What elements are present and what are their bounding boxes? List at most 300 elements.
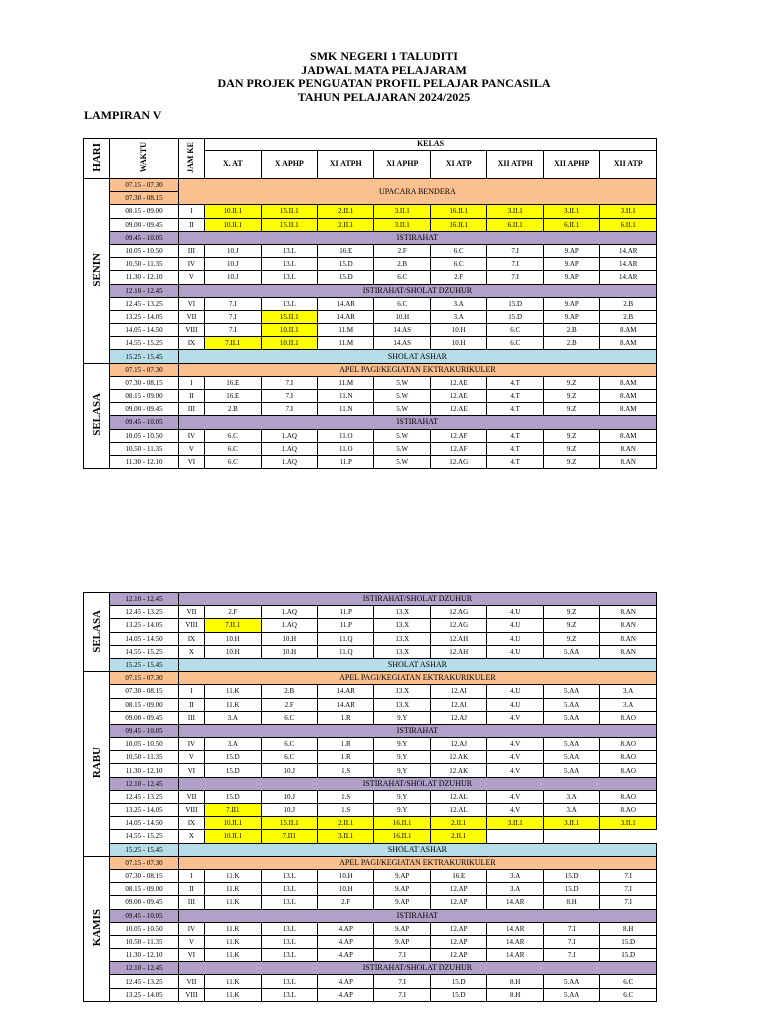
lesson-cell: 7.I xyxy=(205,297,261,310)
lesson-cell: 9.Z xyxy=(543,429,599,442)
lesson-cell: 7.I xyxy=(487,258,543,271)
lesson-cell: 5.W xyxy=(374,376,430,389)
lesson-cell: 2.B xyxy=(600,310,657,323)
time-cell: 09.00 - 09.45 xyxy=(110,218,179,231)
lesson-cell: 12.AP xyxy=(430,883,486,896)
band-row xyxy=(84,843,657,856)
lesson-cell: 3.A xyxy=(600,698,657,711)
lesson-cell: 13.L xyxy=(261,258,317,271)
lesson-cell: 4.T xyxy=(487,429,543,442)
lesson-cell: 15.II.1 xyxy=(261,205,317,218)
lesson-row xyxy=(84,790,657,803)
lesson-cell: 8.AN xyxy=(600,455,657,468)
lesson-row xyxy=(84,935,657,948)
lesson-cell: 13.L xyxy=(261,975,317,988)
lesson-cell: 11.M xyxy=(318,324,374,337)
lesson-cell: 2.F xyxy=(430,271,486,284)
lesson-cell: 2.F xyxy=(318,896,374,909)
band-row xyxy=(84,416,657,429)
schedule-subtitle: DAN PROJEK PENGUATAN PROFIL PELAJAR PANCASILA xyxy=(217,76,551,90)
academic-year: TAHUN PELAJARAN 2024/2025 xyxy=(297,89,471,104)
time-cell: 13.25 - 14.05 xyxy=(110,310,179,323)
lesson-cell: 9.AP xyxy=(374,935,430,948)
band-label: ISTIRAHAT xyxy=(178,416,656,429)
lesson-cell: 9.Z xyxy=(543,632,599,645)
lesson-cell: 11.K xyxy=(205,883,261,896)
lesson-cell: 14.AS xyxy=(374,324,430,337)
day-label: KAMIS xyxy=(90,909,103,947)
time-cell: 13.25 - 14.05 xyxy=(110,988,179,1001)
lesson-cell: 7.I xyxy=(205,310,261,323)
lesson-cell: 6.C xyxy=(430,258,486,271)
lesson-cell: 13.X xyxy=(374,698,430,711)
time-cell: 07.15 - 07.30 xyxy=(110,363,179,376)
lesson-cell: 4.AP xyxy=(318,988,374,1001)
jam-ke-cell: IX xyxy=(178,817,204,830)
band-label: ISTIRAHAT xyxy=(178,724,656,737)
lesson-cell: 1.S xyxy=(318,764,374,777)
jam-ke-cell: VIII xyxy=(178,619,204,632)
lesson-cell: 9.Z xyxy=(543,606,599,619)
lesson-cell: 4.U xyxy=(487,685,543,698)
lesson-cell: 11.M xyxy=(318,376,374,389)
time-cell: 07.30 - 08.15 xyxy=(110,869,179,882)
lesson-cell: 16.E xyxy=(205,376,261,389)
lesson-cell: 10.II.1 xyxy=(261,324,317,337)
class-header-6: XII ATPH xyxy=(487,150,543,178)
lesson-cell: 11.Q xyxy=(318,645,374,658)
lesson-cell: 10.H xyxy=(205,632,261,645)
lesson-cell: 4.T xyxy=(487,442,543,455)
lesson-cell: 1.AQ xyxy=(261,606,317,619)
lesson-cell: 15.D xyxy=(543,883,599,896)
lesson-cell: 9.Z xyxy=(543,390,599,403)
lesson-cell: 2.B xyxy=(543,324,599,337)
lesson-cell: 4.T xyxy=(487,403,543,416)
lesson-cell: 14.AR xyxy=(600,244,657,257)
lesson-cell: 1.R xyxy=(318,751,374,764)
lesson-cell: 15.D xyxy=(487,310,543,323)
jam-ke-cell: II xyxy=(178,218,204,231)
lesson-cell: 7.I xyxy=(487,244,543,257)
lesson-cell: 9.Z xyxy=(543,403,599,416)
band-row xyxy=(84,658,657,671)
lesson-row xyxy=(84,205,657,218)
lesson-cell: 3.A xyxy=(487,883,543,896)
lesson-cell: 15.II.1 xyxy=(261,817,317,830)
jam-ke-cell: V xyxy=(178,751,204,764)
time-cell: 15.25 - 15.45 xyxy=(110,658,179,671)
lesson-cell: 5.AA xyxy=(543,685,599,698)
time-cell: 10.50 - 11.35 xyxy=(110,935,179,948)
lesson-cell: 10.II.1 xyxy=(205,218,261,231)
lesson-cell: 14.AR xyxy=(600,258,657,271)
lesson-cell: 8.AM xyxy=(600,429,657,442)
band-label: ISTIRAHAT/SHOLAT DZUHUR xyxy=(178,962,656,975)
lesson-cell: 8.AN xyxy=(600,632,657,645)
lesson-cell: 10.II.1 xyxy=(205,830,261,843)
lesson-cell: 7.I xyxy=(205,324,261,337)
lesson-row xyxy=(84,619,657,632)
lesson-row xyxy=(84,685,657,698)
lesson-cell: 3.II.1 xyxy=(543,205,599,218)
lesson-cell: 4.U xyxy=(487,632,543,645)
band-label: UPACARA BENDERA xyxy=(178,179,656,205)
lesson-cell: 7.I xyxy=(261,403,317,416)
jam-ke-cell: X xyxy=(178,645,204,658)
time-cell: 07.15 - 07.30 xyxy=(110,856,179,869)
lesson-row xyxy=(84,922,657,935)
lesson-row xyxy=(84,751,657,764)
time-cell: 14.05 - 14.50 xyxy=(110,632,179,645)
band-label: APEL PAGI/KEGIATAN EKTRAKURIKULER xyxy=(178,856,656,869)
lesson-cell: 15.D xyxy=(318,258,374,271)
lesson-row xyxy=(84,883,657,896)
jam-ke-cell: I xyxy=(178,205,204,218)
lesson-cell: 8.AN xyxy=(600,619,657,632)
lesson-cell: 8.AM xyxy=(600,390,657,403)
lesson-cell: 7.II1 xyxy=(261,830,317,843)
lesson-cell: 16.II.1 xyxy=(374,817,430,830)
lesson-cell: 9.AP xyxy=(374,896,430,909)
lesson-row xyxy=(84,297,657,310)
time-cell: 14.05 - 14.50 xyxy=(110,817,179,830)
lesson-cell: 3.II.1 xyxy=(318,830,374,843)
lesson-cell: 5.AA xyxy=(543,711,599,724)
lesson-row xyxy=(84,324,657,337)
time-cell: 10.05 - 10.50 xyxy=(110,738,179,751)
jam-ke-cell: I xyxy=(178,869,204,882)
lesson-cell: 8.AO xyxy=(600,764,657,777)
lesson-cell: 6.C xyxy=(430,244,486,257)
lesson-cell: 9.Z xyxy=(543,619,599,632)
lesson-cell: 3.A xyxy=(205,711,261,724)
jam-ke-cell: V xyxy=(178,442,204,455)
day-cell xyxy=(84,179,110,364)
lesson-cell: 12.AH xyxy=(430,632,486,645)
lesson-row xyxy=(84,975,657,988)
jam-ke-cell: IV xyxy=(178,738,204,751)
lesson-cell: 7.I xyxy=(261,390,317,403)
lesson-row xyxy=(84,988,657,1001)
lesson-cell: 14.AR xyxy=(318,297,374,310)
lesson-cell: 1.AQ xyxy=(261,442,317,455)
lesson-cell: 14.AR xyxy=(318,310,374,323)
lesson-cell: 11.N xyxy=(318,390,374,403)
schedule-table-1 xyxy=(83,138,657,469)
lesson-cell: 11.O xyxy=(318,442,374,455)
lesson-cell: 3.A xyxy=(543,804,599,817)
lesson-cell: 15.D xyxy=(430,975,486,988)
time-cell: 07.30 - 08.15 xyxy=(110,192,179,205)
lesson-cell: 9.AP xyxy=(543,297,599,310)
lesson-row xyxy=(84,337,657,350)
lesson-cell: 13.X xyxy=(374,645,430,658)
lesson-cell: 8.AM xyxy=(600,337,657,350)
lesson-cell: 2.F xyxy=(374,244,430,257)
lesson-cell: 8.H xyxy=(487,988,543,1001)
time-cell: 13.25 - 14.05 xyxy=(110,804,179,817)
jam-ke-cell: IV xyxy=(178,922,204,935)
jam-ke-cell: VII xyxy=(178,606,204,619)
lesson-cell: 4.V xyxy=(487,738,543,751)
lesson-cell: 12.AJ xyxy=(430,711,486,724)
lesson-cell: 9.Y xyxy=(374,790,430,803)
lesson-cell: 16.II.1 xyxy=(374,830,430,843)
band-row xyxy=(84,284,657,297)
lesson-cell: 9.Y xyxy=(374,751,430,764)
lesson-cell: 4.V xyxy=(487,804,543,817)
lesson-row xyxy=(84,218,657,231)
lesson-cell: 10.H xyxy=(374,310,430,323)
lesson-cell: 12.AH xyxy=(430,645,486,658)
lesson-cell: 14.AR xyxy=(318,698,374,711)
jam-ke-cell: III xyxy=(178,244,204,257)
class-header-5: XI ATP xyxy=(430,150,486,178)
lesson-cell: 9.Y xyxy=(374,738,430,751)
lesson-cell: 2.II.1 xyxy=(318,817,374,830)
lesson-cell: 12.AJ xyxy=(430,738,486,751)
lesson-cell: 4.U xyxy=(487,698,543,711)
lesson-cell: 11.K xyxy=(205,922,261,935)
time-cell: 12.10 - 12.45 xyxy=(110,962,179,975)
lesson-cell: 15.D xyxy=(205,764,261,777)
lesson-cell: 15.D xyxy=(430,988,486,1001)
time-cell: 07.30 - 08.15 xyxy=(110,685,179,698)
lesson-cell: 7.I xyxy=(543,949,599,962)
band-label: SHOLAT ASHAR xyxy=(178,843,656,856)
band-row xyxy=(84,179,657,192)
lesson-cell: 3.A xyxy=(205,738,261,751)
lesson-cell: 4.AP xyxy=(318,935,374,948)
time-cell: 11.30 - 12.10 xyxy=(110,271,179,284)
jam-ke-cell: III xyxy=(178,403,204,416)
lesson-cell: 3.II.1 xyxy=(374,205,430,218)
lesson-cell: 11.K xyxy=(205,935,261,948)
lesson-row xyxy=(84,869,657,882)
lesson-row xyxy=(84,376,657,389)
lesson-cell: 3.II.1 xyxy=(487,817,543,830)
lesson-cell: 13.L xyxy=(261,297,317,310)
time-cell: 12.45 - 13.25 xyxy=(110,790,179,803)
day-label: SENIN xyxy=(90,253,103,287)
class-header-7: XII APHP xyxy=(543,150,599,178)
lesson-cell: 7.I xyxy=(600,883,657,896)
lesson-cell: 10.J xyxy=(205,258,261,271)
jam-ke-cell: VII xyxy=(178,310,204,323)
lesson-cell: 11.K xyxy=(205,949,261,962)
lesson-cell: 10.II.1 xyxy=(205,817,261,830)
lesson-cell: 11.K xyxy=(205,975,261,988)
lesson-row xyxy=(84,632,657,645)
lesson-cell: 6.C xyxy=(374,271,430,284)
lesson-cell: 8.AN xyxy=(600,606,657,619)
band-label: APEL PAGI/KEGIATAN EKTRAKURIKULER xyxy=(178,672,656,685)
band-row xyxy=(84,593,657,606)
time-cell: 08.15 - 09.00 xyxy=(110,698,179,711)
lesson-cell: 10.J xyxy=(261,764,317,777)
lesson-cell: 3.A xyxy=(430,297,486,310)
lesson-cell: 12.AE xyxy=(430,390,486,403)
lesson-cell: 7.I xyxy=(374,975,430,988)
lesson-cell: 6.C xyxy=(261,751,317,764)
lesson-cell: 1.S xyxy=(318,804,374,817)
lesson-cell: 5.AA xyxy=(543,975,599,988)
lesson-row xyxy=(84,403,657,416)
lesson-cell: 12.AG xyxy=(430,455,486,468)
jam-ke-cell: VI xyxy=(178,949,204,962)
time-cell: 10.05 - 10.50 xyxy=(110,922,179,935)
lesson-cell: 15.D xyxy=(600,949,657,962)
jam-ke-cell: VIII xyxy=(178,804,204,817)
document-header xyxy=(0,50,768,104)
lesson-cell: 13.L xyxy=(261,949,317,962)
lesson-cell: 11.P xyxy=(318,455,374,468)
lesson-cell: 7.I xyxy=(543,922,599,935)
lesson-cell: 12.AP xyxy=(430,949,486,962)
lesson-cell: 13.L xyxy=(261,883,317,896)
lesson-cell: 9.AP xyxy=(543,310,599,323)
lesson-row xyxy=(84,258,657,271)
time-cell: 12.10 - 12.45 xyxy=(110,593,179,606)
lesson-cell: 9.AP xyxy=(374,883,430,896)
lesson-cell: 8.AN xyxy=(600,442,657,455)
time-cell: 09.45 - 10.05 xyxy=(110,909,179,922)
band-label: ISTIRAHAT/SHOLAT DZUHUR xyxy=(178,777,656,790)
lesson-cell: 2.F xyxy=(205,606,261,619)
jam-ke-cell: VI xyxy=(178,297,204,310)
lesson-cell: 5.W xyxy=(374,442,430,455)
schedule-table-2 xyxy=(83,592,657,1002)
lesson-cell: 13.L xyxy=(261,935,317,948)
lesson-cell: 3.II.1 xyxy=(600,205,657,218)
lesson-cell: 2.F xyxy=(261,698,317,711)
lesson-cell: 6.C xyxy=(261,738,317,751)
lesson-cell: 4.AP xyxy=(318,949,374,962)
lesson-cell: 1.AQ xyxy=(261,619,317,632)
band-label: SHOLAT ASHAR xyxy=(178,658,656,671)
school-name: SMK NEGERI 1 TALUDITI xyxy=(310,49,458,63)
lesson-cell: 11.K xyxy=(205,988,261,1001)
jam-ke-cell: V xyxy=(178,935,204,948)
kelas-header: KELAS xyxy=(205,139,657,151)
time-cell: 10.50 - 11.35 xyxy=(110,258,179,271)
lesson-cell: 12.AF xyxy=(430,429,486,442)
lesson-cell: 9.AP xyxy=(374,869,430,882)
lesson-row xyxy=(84,830,657,843)
lesson-cell: 9.Y xyxy=(374,711,430,724)
lesson-cell: 13.L xyxy=(261,869,317,882)
schedule-table-1-wrap xyxy=(83,138,657,469)
lesson-cell: 9.Z xyxy=(543,455,599,468)
class-header-2: X APHP xyxy=(261,150,317,178)
schedule-title: JADWAL MATA PELAJARAM xyxy=(301,62,467,77)
lesson-cell: 11.K xyxy=(205,896,261,909)
lesson-cell: 12.AG xyxy=(430,606,486,619)
class-header-4: XI APHP xyxy=(374,150,430,178)
lesson-cell: 6.C xyxy=(205,442,261,455)
lesson-cell: 10.H xyxy=(430,324,486,337)
lesson-cell: 5.W xyxy=(374,403,430,416)
lesson-cell: 3.A xyxy=(600,685,657,698)
lesson-cell: 10.H xyxy=(261,645,317,658)
lesson-cell: 1.AQ xyxy=(261,455,317,468)
time-cell: 08.15 - 09.00 xyxy=(110,205,179,218)
lesson-cell: 4.U xyxy=(487,645,543,658)
class-header-3: XI ATPH xyxy=(318,150,374,178)
lesson-cell: 8.AO xyxy=(600,804,657,817)
lesson-cell: 11.P xyxy=(318,606,374,619)
lesson-cell: 11.K xyxy=(205,869,261,882)
lesson-cell: 7.II1 xyxy=(205,804,261,817)
lesson-cell: 12.AP xyxy=(430,896,486,909)
lesson-cell: 4.AP xyxy=(318,922,374,935)
lesson-cell: 13.X xyxy=(374,685,430,698)
lesson-cell: 10.II.1 xyxy=(205,205,261,218)
time-cell: 12.10 - 12.45 xyxy=(110,777,179,790)
time-cell: 11.30 - 12.10 xyxy=(110,949,179,962)
lesson-cell: 5.W xyxy=(374,429,430,442)
jam-ke-cell: III xyxy=(178,711,204,724)
lesson-cell: 2.B xyxy=(600,297,657,310)
lesson-cell: 14.AR xyxy=(487,949,543,962)
band-row xyxy=(84,672,657,685)
lampiran-label: LAMPIRAN V xyxy=(84,108,162,122)
time-cell: 10.50 - 11.35 xyxy=(110,442,179,455)
lesson-cell: 10.J xyxy=(205,271,261,284)
lesson-cell: 13.L xyxy=(261,244,317,257)
band-row xyxy=(84,350,657,363)
time-cell: 10.05 - 10.50 xyxy=(110,244,179,257)
lesson-cell: 3.A xyxy=(543,790,599,803)
lesson-cell: 1.R xyxy=(318,738,374,751)
lesson-cell: 12.AG xyxy=(430,619,486,632)
lesson-cell: 11.M xyxy=(318,337,374,350)
jam-ke-cell: IV xyxy=(178,258,204,271)
jam-ke-cell: II xyxy=(178,883,204,896)
lesson-cell: 15.D xyxy=(600,935,657,948)
time-cell: 09.45 - 10.05 xyxy=(110,231,179,244)
time-cell: 12.45 - 13.25 xyxy=(110,297,179,310)
lesson-cell: 10.J xyxy=(261,804,317,817)
lesson-cell: 13.X xyxy=(374,606,430,619)
day-cell xyxy=(84,856,110,1001)
lesson-cell: 16.E xyxy=(318,244,374,257)
jam-ke-header: JAM KE xyxy=(178,139,204,179)
lesson-cell: 2.II.1 xyxy=(430,830,486,843)
lesson-cell: 4.T xyxy=(487,455,543,468)
lesson-cell: 1.S xyxy=(318,790,374,803)
jam-ke-cell: I xyxy=(178,685,204,698)
band-label: ISTIRAHAT xyxy=(178,909,656,922)
lesson-cell: 14.AS xyxy=(374,337,430,350)
lesson-cell: 15.D xyxy=(318,271,374,284)
lesson-cell: 15.D xyxy=(205,751,261,764)
time-cell: 09.00 - 09.45 xyxy=(110,711,179,724)
lesson-cell: 5.W xyxy=(374,390,430,403)
lesson-cell: 11.K xyxy=(205,685,261,698)
lesson-cell: 11.P xyxy=(318,619,374,632)
lesson-cell: 3.II.1 xyxy=(543,817,599,830)
time-cell: 07.15 - 07.30 xyxy=(110,672,179,685)
lesson-row xyxy=(84,271,657,284)
lesson-cell: 8.AM xyxy=(600,324,657,337)
lesson-cell: 5.AA xyxy=(543,698,599,711)
lesson-cell: 6.C xyxy=(600,975,657,988)
lesson-cell: 12.AK xyxy=(430,751,486,764)
band-label: ISTIRAHAT xyxy=(178,231,656,244)
lesson-cell: 12.AP xyxy=(430,922,486,935)
